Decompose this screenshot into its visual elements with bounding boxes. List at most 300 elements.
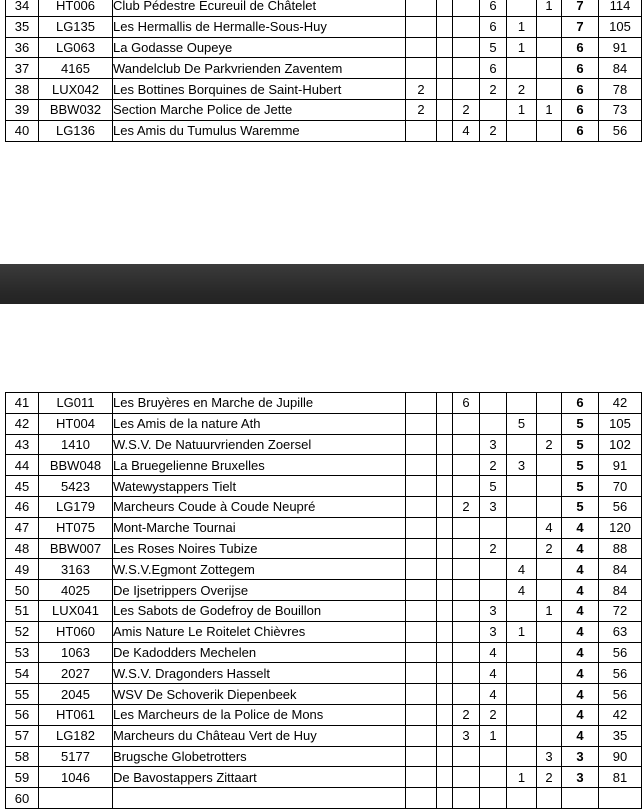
table-row xyxy=(6,413,642,434)
total-cell: 5 xyxy=(562,413,599,434)
points-cell: 73 xyxy=(599,99,642,120)
count-cell xyxy=(537,79,562,100)
count-cell xyxy=(480,413,507,434)
standings-table-top xyxy=(5,0,642,142)
club-code-cell: 5423 xyxy=(39,476,113,497)
rank-cell: 50 xyxy=(6,580,39,601)
count-cell xyxy=(437,455,453,476)
count-cell xyxy=(537,621,562,642)
count-cell: 2 xyxy=(537,538,562,559)
points-cell: 56 xyxy=(599,496,642,517)
club-name-cell: De Kadodders Mechelen xyxy=(113,642,406,663)
rank-cell: 40 xyxy=(6,120,39,141)
count-cell xyxy=(406,120,437,141)
table-row xyxy=(6,58,642,79)
club-code-cell: LG179 xyxy=(39,496,113,517)
points-cell: 42 xyxy=(599,393,642,414)
rank-cell: 48 xyxy=(6,538,39,559)
total-cell: 5 xyxy=(562,476,599,497)
table-row xyxy=(6,684,642,705)
points-cell: 56 xyxy=(599,120,642,141)
count-cell xyxy=(406,37,437,58)
count-cell: 5 xyxy=(480,476,507,497)
club-code-cell: 1410 xyxy=(39,434,113,455)
count-cell xyxy=(507,0,537,16)
rank-cell: 60 xyxy=(6,788,39,809)
table-row xyxy=(6,0,642,16)
count-cell xyxy=(453,37,480,58)
count-cell xyxy=(480,517,507,538)
count-cell: 1 xyxy=(507,621,537,642)
rank-cell: 42 xyxy=(6,413,39,434)
club-name-cell: Les Marcheurs de la Police de Mons xyxy=(113,704,406,725)
club-code-cell: LUX042 xyxy=(39,79,113,100)
club-name-cell: Mont-Marche Tournai xyxy=(113,517,406,538)
club-name-cell: Les Bottines Borquines de Saint-Hubert xyxy=(113,79,406,100)
table-row xyxy=(6,476,642,497)
count-cell xyxy=(537,580,562,601)
count-cell xyxy=(537,455,562,476)
count-cell: 2 xyxy=(453,496,480,517)
club-name-cell: Amis Nature Le Roitelet Chièvres xyxy=(113,621,406,642)
points-cell: 114 xyxy=(599,0,642,16)
count-cell: 3 xyxy=(537,746,562,767)
table-row xyxy=(6,746,642,767)
club-code-cell: 1063 xyxy=(39,642,113,663)
club-code-cell: BBW032 xyxy=(39,99,113,120)
club-name-cell: De Bavostappers Zittaart xyxy=(113,767,406,788)
count-cell xyxy=(507,58,537,79)
total-cell: 4 xyxy=(562,663,599,684)
table-row xyxy=(6,120,642,141)
count-cell xyxy=(507,434,537,455)
points-cell: 56 xyxy=(599,642,642,663)
rank-cell: 41 xyxy=(6,393,39,414)
table-row xyxy=(6,704,642,725)
count-cell xyxy=(507,704,537,725)
club-name-cell: Les Amis de la nature Ath xyxy=(113,413,406,434)
count-cell xyxy=(537,120,562,141)
club-name-cell: Wandelclub De Parkvrienden Zaventem xyxy=(113,58,406,79)
count-cell xyxy=(537,37,562,58)
total-cell: 4 xyxy=(562,600,599,621)
club-name-cell: Les Roses Noires Tubize xyxy=(113,538,406,559)
points-cell: 56 xyxy=(599,663,642,684)
rank-cell: 45 xyxy=(6,476,39,497)
rank-cell: 35 xyxy=(6,16,39,37)
club-code-cell: LUX041 xyxy=(39,600,113,621)
count-cell xyxy=(437,58,453,79)
club-name-cell: Les Bruyères en Marche de Jupille xyxy=(113,393,406,414)
count-cell xyxy=(406,663,437,684)
count-cell xyxy=(507,642,537,663)
count-cell: 1 xyxy=(480,725,507,746)
count-cell: 6 xyxy=(480,16,507,37)
points-cell: 84 xyxy=(599,580,642,601)
count-cell xyxy=(507,496,537,517)
count-cell xyxy=(537,663,562,684)
table-row xyxy=(6,600,642,621)
count-cell xyxy=(453,434,480,455)
count-cell: 2 xyxy=(480,455,507,476)
count-cell xyxy=(406,704,437,725)
total-cell: 7 xyxy=(562,0,599,16)
count-cell xyxy=(406,455,437,476)
count-cell: 5 xyxy=(507,413,537,434)
count-cell xyxy=(453,0,480,16)
count-cell xyxy=(437,621,453,642)
club-name-cell: Les Amis du Tumulus Waremme xyxy=(113,120,406,141)
count-cell: 6 xyxy=(480,0,507,16)
count-cell xyxy=(453,476,480,497)
count-cell xyxy=(453,538,480,559)
count-cell xyxy=(507,517,537,538)
count-cell: 1 xyxy=(507,767,537,788)
count-cell: 1 xyxy=(537,600,562,621)
count-cell xyxy=(437,663,453,684)
table-row xyxy=(6,580,642,601)
count-cell xyxy=(453,455,480,476)
count-cell xyxy=(437,476,453,497)
dark-separator-band xyxy=(0,264,644,304)
count-cell xyxy=(537,704,562,725)
count-cell: 2 xyxy=(537,434,562,455)
count-cell xyxy=(507,538,537,559)
total-cell: 3 xyxy=(562,767,599,788)
count-cell xyxy=(537,496,562,517)
club-code-cell: LG063 xyxy=(39,37,113,58)
total-cell: 6 xyxy=(562,393,599,414)
club-name-cell: Marcheurs Coude à Coude Neupré xyxy=(113,496,406,517)
points-cell: 72 xyxy=(599,600,642,621)
rank-cell: 46 xyxy=(6,496,39,517)
count-cell xyxy=(480,746,507,767)
count-cell: 2 xyxy=(406,79,437,100)
points-cell: 105 xyxy=(599,413,642,434)
count-cell: 2 xyxy=(507,79,537,100)
rank-cell: 37 xyxy=(6,58,39,79)
count-cell xyxy=(453,600,480,621)
club-name-cell: De Ijsetrippers Overijse xyxy=(113,580,406,601)
total-cell: 4 xyxy=(562,704,599,725)
club-code-cell: LG011 xyxy=(39,393,113,414)
count-cell xyxy=(437,37,453,58)
total-cell: 6 xyxy=(562,37,599,58)
count-cell: 3 xyxy=(480,621,507,642)
points-cell: 91 xyxy=(599,37,642,58)
count-cell xyxy=(537,559,562,580)
count-cell xyxy=(453,79,480,100)
count-cell xyxy=(453,621,480,642)
count-cell xyxy=(507,684,537,705)
rank-cell: 44 xyxy=(6,455,39,476)
club-name-cell: Watewystappers Tielt xyxy=(113,476,406,497)
count-cell xyxy=(406,600,437,621)
count-cell xyxy=(437,746,453,767)
club-code-cell: LG135 xyxy=(39,16,113,37)
total-cell: 4 xyxy=(562,621,599,642)
count-cell xyxy=(453,413,480,434)
rank-cell: 38 xyxy=(6,79,39,100)
count-cell: 1 xyxy=(507,99,537,120)
count-cell: 1 xyxy=(507,16,537,37)
count-cell xyxy=(437,393,453,414)
count-cell xyxy=(437,725,453,746)
points-cell: 56 xyxy=(599,684,642,705)
count-cell xyxy=(437,16,453,37)
total-cell: 4 xyxy=(562,517,599,538)
table-row xyxy=(6,621,642,642)
count-cell xyxy=(480,580,507,601)
total-cell: 3 xyxy=(562,746,599,767)
count-cell: 2 xyxy=(480,79,507,100)
count-cell: 2 xyxy=(480,538,507,559)
count-cell xyxy=(507,725,537,746)
club-code-cell: HT060 xyxy=(39,621,113,642)
club-name-cell: Les Hermallis de Hermalle-Sous-Huy xyxy=(113,16,406,37)
count-cell xyxy=(480,767,507,788)
count-cell: 4 xyxy=(507,559,537,580)
total-cell: 4 xyxy=(562,538,599,559)
total-cell: 6 xyxy=(562,79,599,100)
count-cell xyxy=(406,684,437,705)
count-cell xyxy=(406,580,437,601)
club-code-cell: HT006 xyxy=(39,0,113,16)
table-row xyxy=(6,559,642,580)
count-cell xyxy=(406,16,437,37)
table-row xyxy=(6,434,642,455)
count-cell: 3 xyxy=(480,496,507,517)
rank-cell: 57 xyxy=(6,725,39,746)
count-cell: 2 xyxy=(480,704,507,725)
count-cell xyxy=(537,16,562,37)
points-cell: 70 xyxy=(599,476,642,497)
count-cell xyxy=(406,559,437,580)
points-cell: 91 xyxy=(599,455,642,476)
points-cell: 81 xyxy=(599,767,642,788)
count-cell xyxy=(507,746,537,767)
table-row xyxy=(6,79,642,100)
total-cell: 5 xyxy=(562,455,599,476)
club-code-cell: 5177 xyxy=(39,746,113,767)
count-cell xyxy=(437,559,453,580)
rank-cell: 39 xyxy=(6,99,39,120)
count-cell xyxy=(406,642,437,663)
count-cell: 2 xyxy=(480,120,507,141)
count-cell: 3 xyxy=(480,600,507,621)
total-cell: 6 xyxy=(562,99,599,120)
rank-cell: 54 xyxy=(6,663,39,684)
club-name-cell: Section Marche Police de Jette xyxy=(113,99,406,120)
points-cell: 42 xyxy=(599,704,642,725)
rank-cell: 47 xyxy=(6,517,39,538)
club-code-cell: 2027 xyxy=(39,663,113,684)
count-cell xyxy=(437,79,453,100)
count-cell xyxy=(437,580,453,601)
count-cell xyxy=(537,58,562,79)
count-cell: 3 xyxy=(507,455,537,476)
count-cell: 5 xyxy=(480,37,507,58)
table-row xyxy=(6,37,642,58)
count-cell xyxy=(453,517,480,538)
club-code-cell: HT061 xyxy=(39,704,113,725)
count-cell xyxy=(406,496,437,517)
count-cell: 6 xyxy=(453,393,480,414)
club-code-cell: BBW048 xyxy=(39,455,113,476)
club-code-cell: HT004 xyxy=(39,413,113,434)
count-cell xyxy=(406,413,437,434)
club-name-cell: La Godasse Oupeye xyxy=(113,37,406,58)
club-code-cell: 3163 xyxy=(39,559,113,580)
rank-cell: 36 xyxy=(6,37,39,58)
rank-cell: 55 xyxy=(6,684,39,705)
count-cell xyxy=(507,600,537,621)
table-row xyxy=(6,642,642,663)
count-cell xyxy=(453,746,480,767)
count-cell xyxy=(437,684,453,705)
count-cell xyxy=(453,767,480,788)
count-cell xyxy=(437,538,453,559)
count-cell xyxy=(507,663,537,684)
count-cell xyxy=(480,393,507,414)
club-code-cell: 4025 xyxy=(39,580,113,601)
points-cell: 105 xyxy=(599,16,642,37)
count-cell: 2 xyxy=(453,704,480,725)
club-name-cell: WSV De Schoverik Diepenbeek xyxy=(113,684,406,705)
count-cell xyxy=(437,413,453,434)
count-cell xyxy=(453,559,480,580)
count-cell xyxy=(406,434,437,455)
total-cell: 6 xyxy=(562,58,599,79)
count-cell xyxy=(437,434,453,455)
count-cell: 2 xyxy=(453,99,480,120)
table-row xyxy=(6,725,642,746)
count-cell: 4 xyxy=(537,517,562,538)
count-cell xyxy=(406,725,437,746)
table-row xyxy=(6,663,642,684)
count-cell: 2 xyxy=(406,99,437,120)
club-name-cell: Marcheurs du Château Vert de Huy xyxy=(113,725,406,746)
points-cell: 88 xyxy=(599,538,642,559)
table-row xyxy=(6,517,642,538)
count-cell xyxy=(507,393,537,414)
points-cell: 78 xyxy=(599,79,642,100)
count-cell xyxy=(537,725,562,746)
count-cell: 4 xyxy=(453,120,480,141)
table-row xyxy=(6,393,642,414)
count-cell xyxy=(406,517,437,538)
points-cell: 63 xyxy=(599,621,642,642)
club-name-cell: W.S.V. Dragonders Hasselt xyxy=(113,663,406,684)
count-cell: 2 xyxy=(537,767,562,788)
count-cell xyxy=(480,99,507,120)
club-name-cell: Les Sabots de Godefroy de Bouillon xyxy=(113,600,406,621)
count-cell xyxy=(453,580,480,601)
points-cell: 84 xyxy=(599,58,642,79)
count-cell xyxy=(453,16,480,37)
table-row xyxy=(6,99,642,120)
count-cell xyxy=(406,58,437,79)
points-cell: 84 xyxy=(599,559,642,580)
count-cell xyxy=(406,746,437,767)
points-cell: 90 xyxy=(599,746,642,767)
count-cell: 3 xyxy=(480,434,507,455)
count-cell xyxy=(453,663,480,684)
count-cell xyxy=(437,704,453,725)
points-cell: 102 xyxy=(599,434,642,455)
club-name-cell: La Bruegelienne Bruxelles xyxy=(113,455,406,476)
count-cell: 4 xyxy=(480,663,507,684)
count-cell xyxy=(437,99,453,120)
count-cell xyxy=(406,393,437,414)
count-cell xyxy=(406,621,437,642)
count-cell xyxy=(537,413,562,434)
total-cell: 7 xyxy=(562,16,599,37)
total-cell: 4 xyxy=(562,642,599,663)
table-row xyxy=(6,496,642,517)
club-name-cell: W.S.V. De Natuurvrienden Zoersel xyxy=(113,434,406,455)
table-row xyxy=(6,455,642,476)
standings-table-bottom xyxy=(5,392,642,809)
total-cell: 4 xyxy=(562,559,599,580)
rank-cell: 49 xyxy=(6,559,39,580)
total-cell: 5 xyxy=(562,496,599,517)
count-cell: 1 xyxy=(537,99,562,120)
club-code-cell: HT075 xyxy=(39,517,113,538)
count-cell: 4 xyxy=(480,684,507,705)
standings-body-bottom xyxy=(6,393,642,809)
count-cell xyxy=(453,642,480,663)
count-cell xyxy=(437,496,453,517)
rank-cell: 59 xyxy=(6,767,39,788)
count-cell xyxy=(437,517,453,538)
points-cell: 120 xyxy=(599,517,642,538)
club-name-cell: W.S.V.Egmont Zottegem xyxy=(113,559,406,580)
rank-cell: 56 xyxy=(6,704,39,725)
count-cell xyxy=(537,476,562,497)
table-row xyxy=(6,767,642,788)
count-cell xyxy=(480,559,507,580)
count-cell xyxy=(537,684,562,705)
total-cell: 4 xyxy=(562,725,599,746)
total-cell: 4 xyxy=(562,580,599,601)
count-cell xyxy=(406,767,437,788)
table-row xyxy=(6,16,642,37)
count-cell xyxy=(507,476,537,497)
points-cell: 35 xyxy=(599,725,642,746)
count-cell: 1 xyxy=(537,0,562,16)
count-cell xyxy=(453,684,480,705)
club-code-cell: BBW007 xyxy=(39,538,113,559)
count-cell xyxy=(406,538,437,559)
club-code-cell: LG136 xyxy=(39,120,113,141)
count-cell xyxy=(437,767,453,788)
count-cell: 4 xyxy=(480,642,507,663)
rank-cell: 52 xyxy=(6,621,39,642)
count-cell xyxy=(437,642,453,663)
rank-cell: 51 xyxy=(6,600,39,621)
club-code-cell: 4165 xyxy=(39,58,113,79)
count-cell: 1 xyxy=(507,37,537,58)
count-cell xyxy=(437,0,453,16)
club-code-cell: 1046 xyxy=(39,767,113,788)
standings-body-top xyxy=(6,0,642,141)
count-cell xyxy=(406,0,437,16)
count-cell xyxy=(406,476,437,497)
total-cell: 6 xyxy=(562,120,599,141)
count-cell xyxy=(437,120,453,141)
count-cell xyxy=(537,642,562,663)
